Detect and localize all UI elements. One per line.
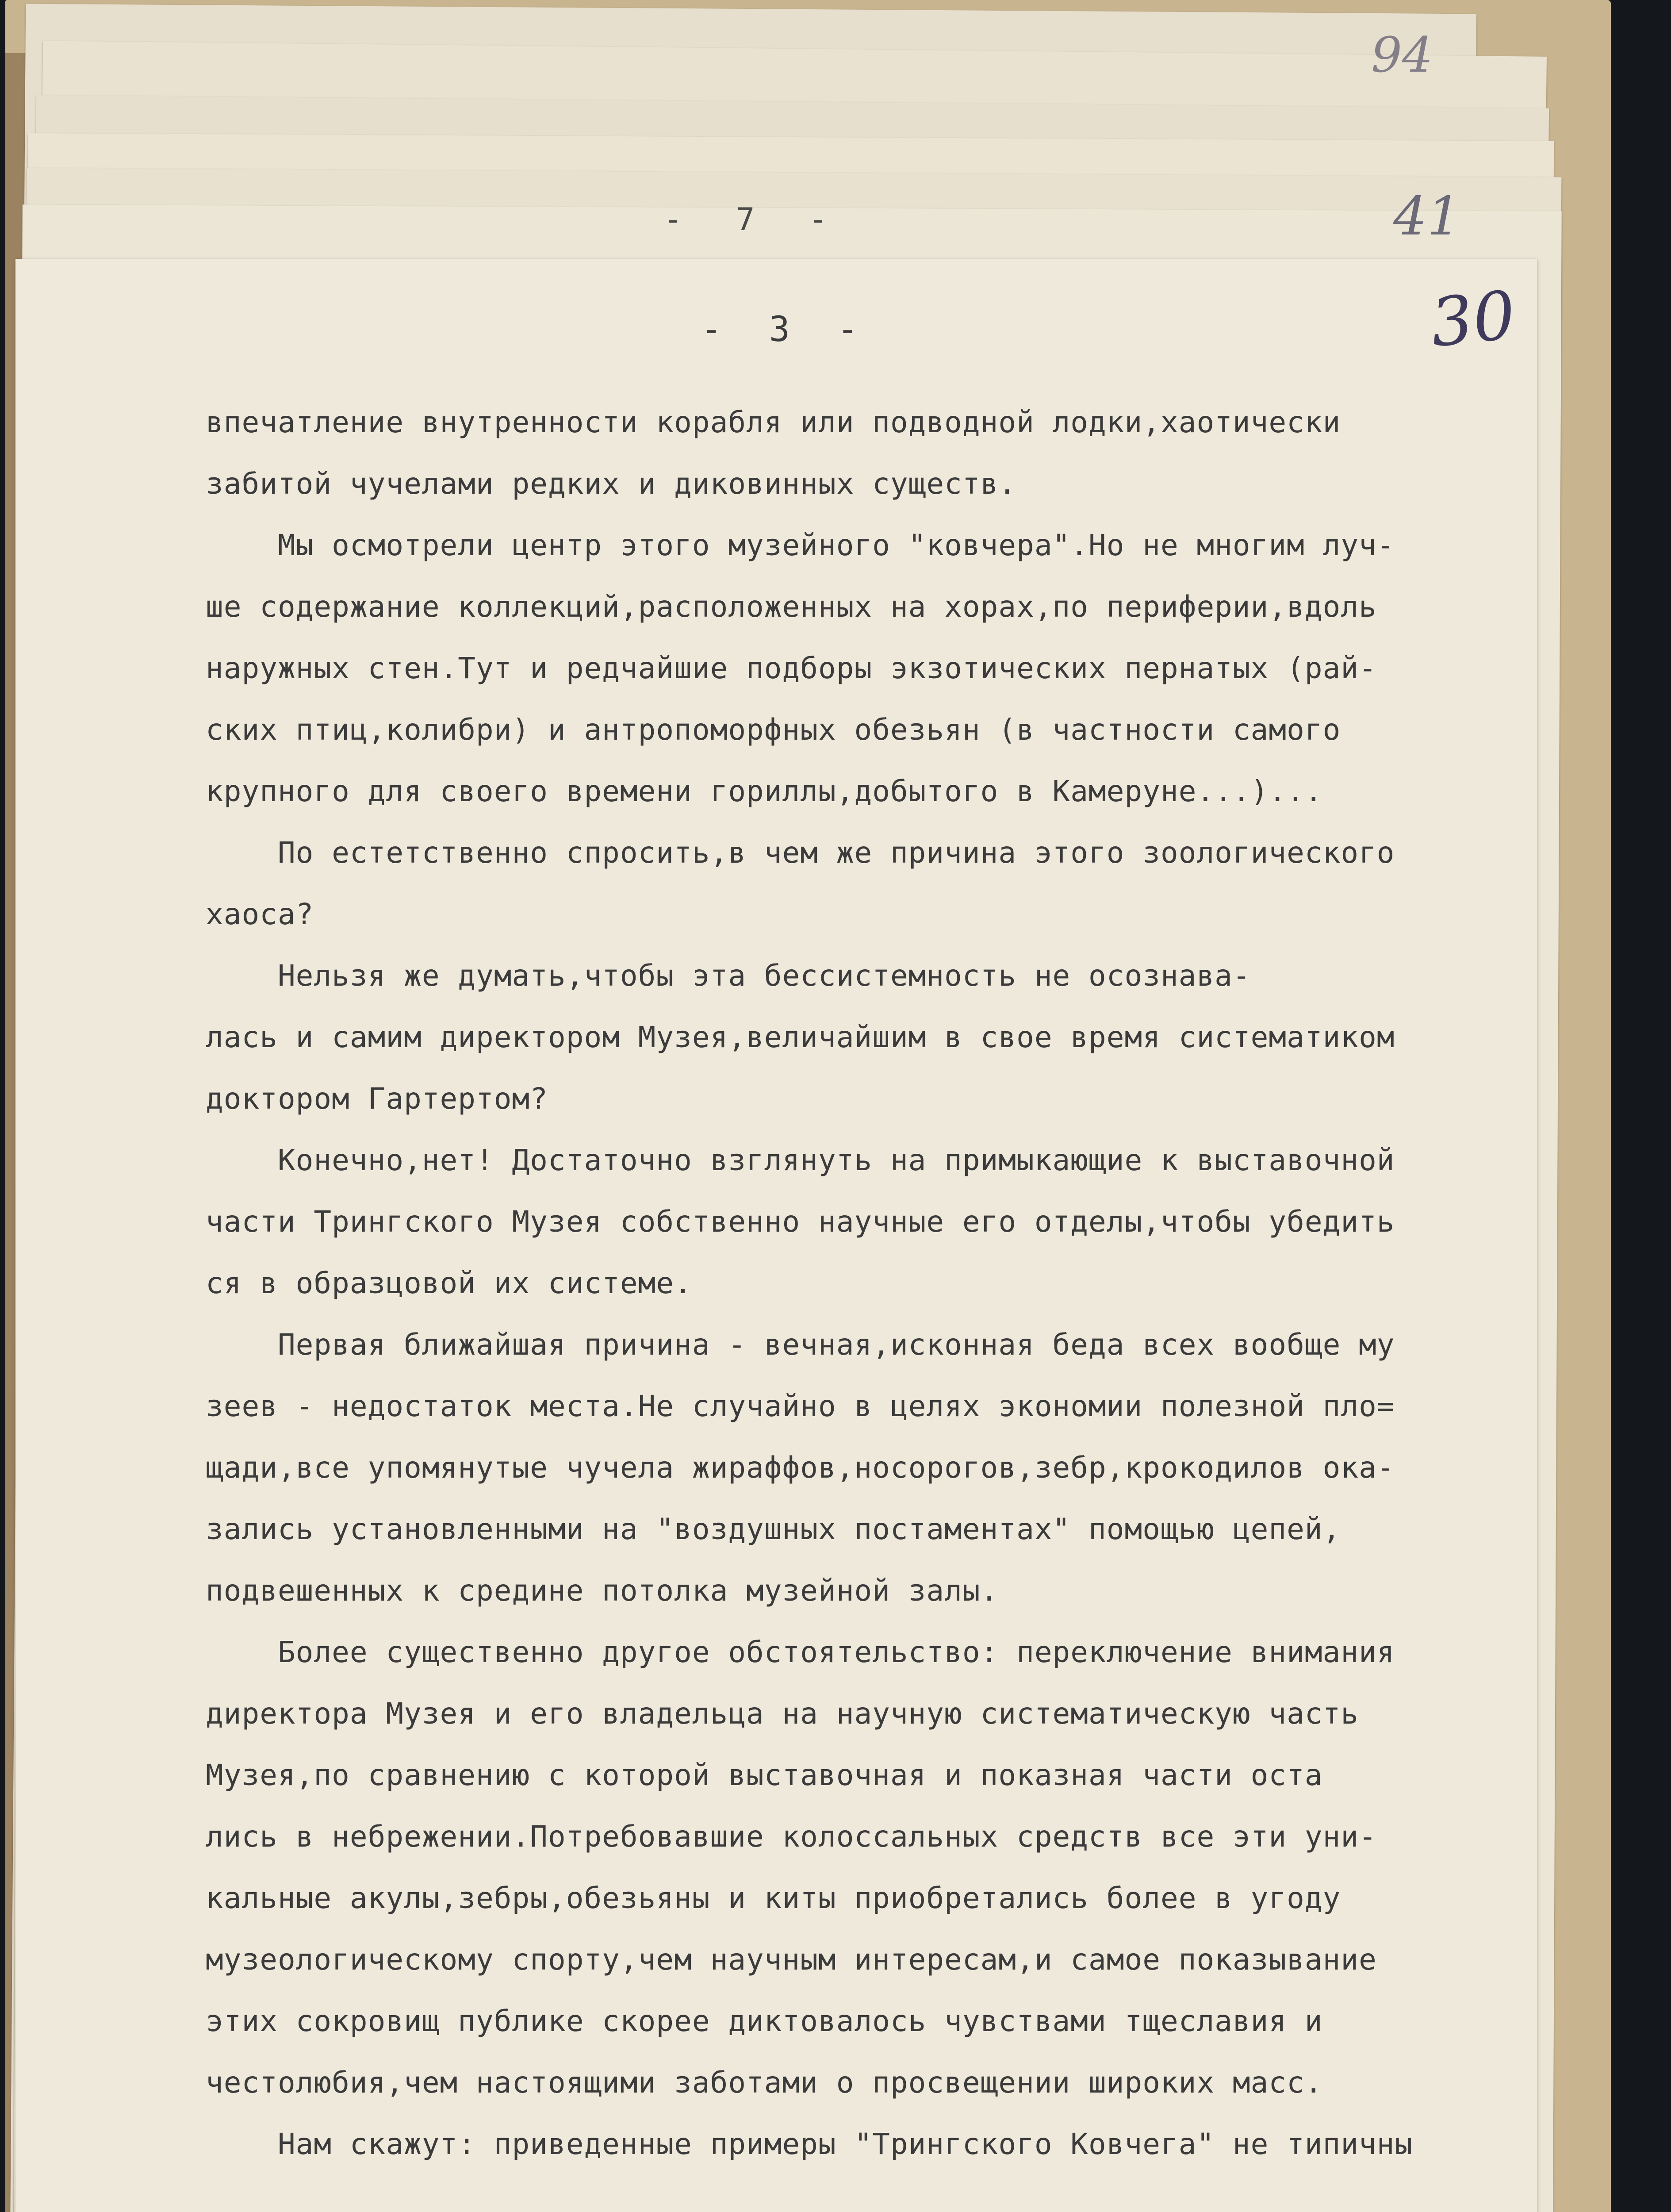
text-line: ше содержание коллекций,расположенных на хорах,по периферии,вдоль — [206, 590, 1377, 624]
text-line: части Трингского Музея собственно научные его отделы,чтобы убедить — [206, 1205, 1395, 1239]
text-line: лись в небрежении.Потребовавшие колоссальных средств все эти уни- — [206, 1820, 1377, 1854]
text-line: Музея,по сравнению с которой выставочная и показная части оста — [206, 1758, 1323, 1792]
text-line: Нельзя же думать,чтобы эта бессистемность не осознава- — [206, 959, 1251, 993]
text-line: Конечно,нет! Достаточно взглянуть на примыкающие к выставочной — [206, 1143, 1395, 1177]
text-line: музеологическому спорту,чем научным интересам,и самое показывание — [206, 1943, 1377, 1977]
top-folio-partial: 94 — [1371, 27, 1433, 83]
underlying-page-number: - 7 - — [663, 201, 845, 238]
text-line: наружных стен.Тут и редчайшие подборы экзотических пернатых (рай- — [206, 651, 1377, 685]
text-line: впечатление внутренности корабля или подводной лодки,хаотически — [206, 405, 1341, 439]
text-line: директора Музея и его владельца на научную систематическую часть — [206, 1697, 1359, 1731]
text-line: хаоса? — [206, 897, 314, 931]
typewritten-page — [15, 259, 1537, 2212]
text-line: доктором Гартертом? — [206, 1082, 548, 1116]
body-text — [206, 392, 1533, 2175]
underlying-folio-partial: 41 — [1393, 186, 1461, 247]
text-line: Нам скажут: приведенные примеры "Трингского Ковчега" не типичны — [206, 2127, 1413, 2161]
page-number: - 3 - — [701, 310, 871, 349]
text-line: лась и самим директором Музея,величайшим в свое время систематиком — [206, 1020, 1395, 1054]
text-line: Мы осмотрели центр этого музейного "ковчера".Но не многим луч- — [206, 528, 1395, 562]
text-line: забитой чучелами редких и диковинных существ. — [206, 467, 1017, 501]
text-line: ся в образцовой их системе. — [206, 1266, 692, 1300]
text-line: этих сокровищ публике скорее диктовалось чувствами тщеславия и — [206, 2004, 1323, 2038]
text-line: честолюбия,чем настоящими заботами о просвещении широких масс. — [206, 2066, 1323, 2100]
handwritten-folio-number: 30 — [1427, 276, 1519, 362]
text-line: зались установленными на "воздушных постаментах" помощью цепей, — [206, 1512, 1341, 1546]
text-line: кальные акулы,зебры,обезьяны и киты приобретались более в угоду — [206, 1881, 1341, 1915]
text-line: Первая ближайшая причина - вечная,исконная беда всех вообще му — [206, 1328, 1395, 1362]
text-line: подвешенных к средине потолка музейной залы. — [206, 1574, 999, 1608]
text-line: Более существенно другое обстоятельство: переключение внимания — [206, 1635, 1395, 1669]
text-line: ских птиц,колибри) и антропоморфных обезьян (в частности самого — [206, 713, 1341, 747]
text-line: щади,все упомянутые чучела жираффов,носорогов,зебр,крокодилов ока- — [206, 1451, 1395, 1485]
text-line: зеев - недостаток места.Не случайно в целях экономии полезной пло= — [206, 1389, 1395, 1423]
text-line: По естетственно спросить,в чем же причина этого зоологического — [206, 836, 1395, 870]
text-line: крупного для своего времени гориллы,добытого в Камеруне...)... — [206, 774, 1323, 808]
